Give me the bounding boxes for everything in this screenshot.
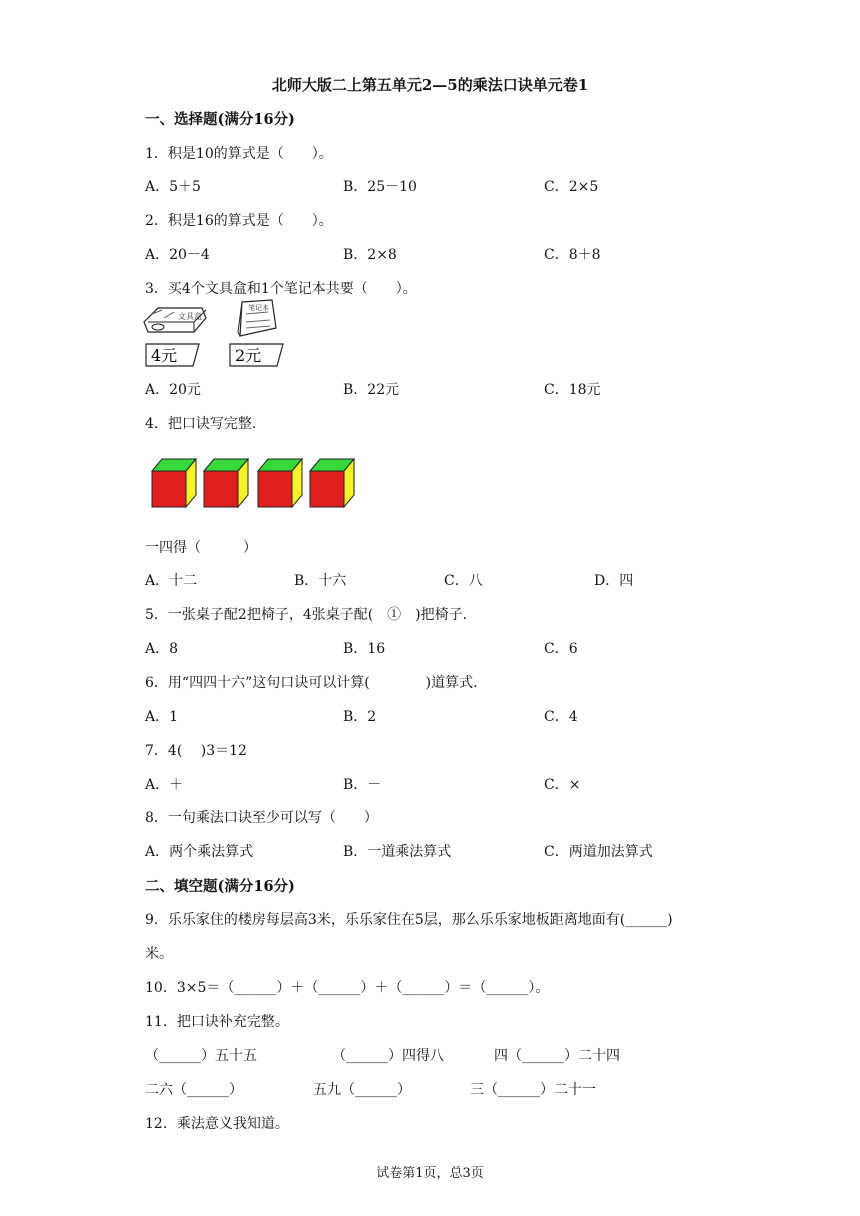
question-7: 7．4( )3＝12 bbox=[145, 743, 247, 759]
cubes-illustration bbox=[148, 455, 358, 511]
q4-rhyme: 一四得（ ） bbox=[145, 540, 257, 556]
question-4: 4．把口诀写完整. bbox=[145, 416, 257, 432]
q8-option-c: C．两道加法算式 bbox=[544, 844, 653, 860]
section-heading-choice: 一、选择题(满分16分) bbox=[145, 111, 295, 128]
q8-option-a: A．两个乘法算式 bbox=[145, 844, 254, 860]
cube-4 bbox=[310, 459, 354, 507]
q11-blank-3: 四（______）二十四 bbox=[494, 1048, 620, 1064]
q2-option-a: A．20－4 bbox=[145, 247, 210, 263]
q5-option-c: C．6 bbox=[544, 641, 578, 657]
q4-option-c: C．八 bbox=[444, 573, 483, 589]
q7-option-c: C．× bbox=[544, 777, 581, 793]
q2-option-b: B．2×8 bbox=[343, 247, 397, 263]
question-3: 3．买4个文具盒和1个笔记本共要（ ）。 bbox=[145, 281, 417, 297]
page-title: 北师大版二上第五单元2—5的乘法口诀单元卷1 bbox=[271, 76, 589, 94]
pencil-box-label: 文具盒 bbox=[178, 312, 202, 321]
price-label-4: 4元 bbox=[151, 346, 178, 365]
q5-option-b: B．16 bbox=[343, 641, 386, 657]
question-9-line-2: 米。 bbox=[145, 946, 173, 962]
q6-option-c: C．4 bbox=[544, 709, 578, 725]
question-10: 10．3×5＝（______）＋（______）＋（______）＝（______）。 bbox=[145, 980, 550, 996]
question-8: 8．一句乘法口诀至少可以写（ ） bbox=[145, 810, 378, 826]
q11-blank-2: （______）四得八 bbox=[332, 1048, 444, 1064]
notebook-icon bbox=[232, 298, 282, 340]
page-footer: 试卷第1页，总3页 bbox=[376, 1166, 484, 1181]
question-6: 6．用“四四十六”这句口诀可以计算( )道算式. bbox=[145, 675, 478, 691]
question-11: 11．把口诀补充完整。 bbox=[145, 1014, 289, 1030]
question-12: 12．乘法意义我知道。 bbox=[145, 1116, 289, 1132]
notebook-label: 笔记本 bbox=[248, 304, 269, 312]
price-tag-notebook bbox=[229, 343, 284, 367]
q11-blank-5: 五九（______） bbox=[313, 1082, 411, 1098]
q8-option-b: B．一道乘法算式 bbox=[343, 844, 452, 860]
q2-option-c: C．8＋8 bbox=[544, 247, 601, 263]
q5-option-a: A．8 bbox=[145, 641, 179, 657]
q3-option-c: C．18元 bbox=[544, 382, 601, 398]
question-9-line-1: 9．乐乐家住的楼房每层高3米，乐乐家住在5层，那么乐乐家地板距离地面有(______) bbox=[145, 912, 673, 928]
q6-option-b: B．2 bbox=[343, 709, 377, 725]
q4-option-b: B．十六 bbox=[294, 573, 347, 589]
question-5: 5．一张桌子配2把椅子，4张桌子配( ① )把椅子. bbox=[145, 607, 468, 623]
q1-option-c: C．2×5 bbox=[544, 179, 599, 195]
cube-3 bbox=[258, 459, 302, 507]
section-heading-fill: 二、填空题(满分16分) bbox=[145, 878, 295, 895]
price-tag-pencil-box bbox=[145, 343, 200, 367]
q11-blank-6: 三（______）二十一 bbox=[470, 1082, 596, 1098]
q1-option-a: A．5＋5 bbox=[145, 179, 201, 195]
q1-option-b: B．25－10 bbox=[343, 179, 417, 195]
question-1: 1．积是10的算式是（ ）。 bbox=[145, 146, 333, 162]
q11-blank-1: （______）五十五 bbox=[145, 1048, 257, 1064]
cube-1 bbox=[152, 459, 196, 507]
q7-option-b: B．－ bbox=[343, 777, 382, 793]
q6-option-a: A．1 bbox=[145, 709, 179, 725]
q3-option-b: B．22元 bbox=[343, 382, 400, 398]
cube-2 bbox=[204, 459, 248, 507]
q4-option-d: D．四 bbox=[594, 573, 634, 589]
q11-blank-4: 二六（______） bbox=[145, 1082, 243, 1098]
q4-option-a: A．十二 bbox=[145, 573, 198, 589]
q7-option-a: A．＋ bbox=[145, 777, 184, 793]
pencil-box-icon bbox=[140, 300, 210, 340]
price-label-2: 2元 bbox=[235, 346, 262, 365]
question-2: 2．积是16的算式是（ ）。 bbox=[145, 213, 333, 229]
q3-option-a: A．20元 bbox=[145, 382, 201, 398]
